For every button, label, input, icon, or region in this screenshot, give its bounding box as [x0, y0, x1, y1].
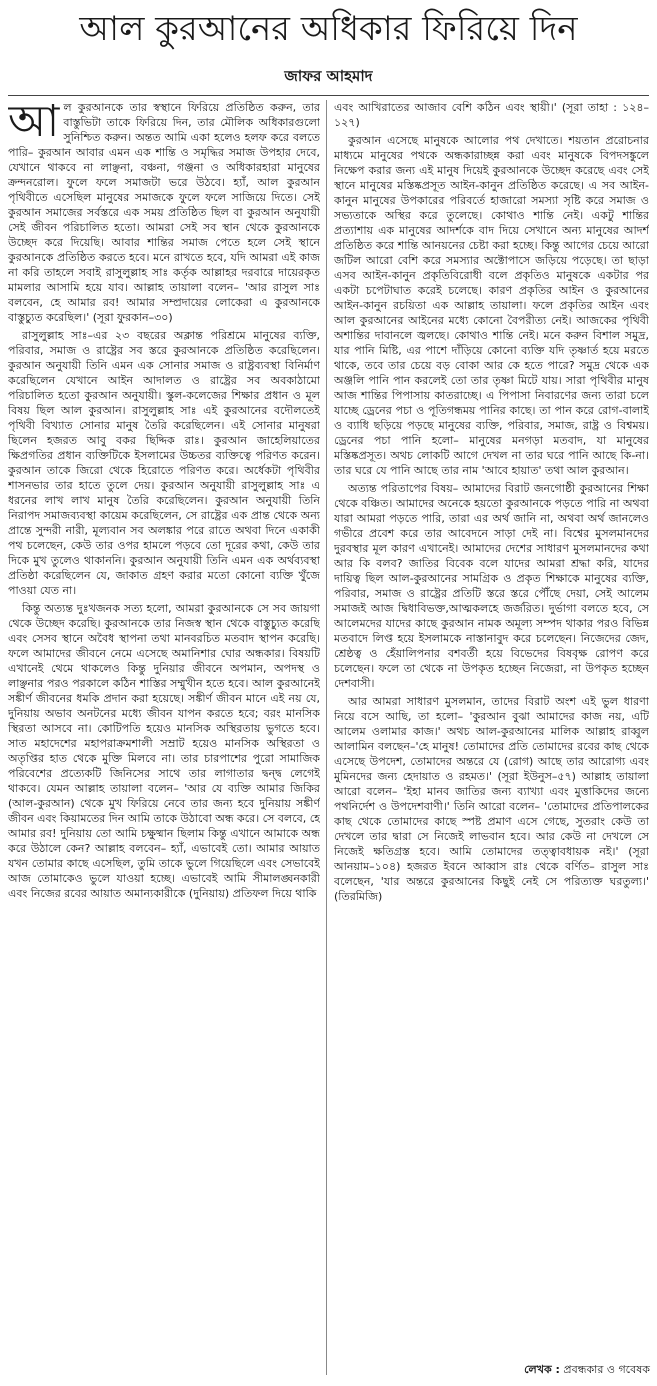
article-paragraph: এবং আখিরাতের আজাব বেশি কঠিন এবং স্থায়ী।' (সূরা তাহা : ১২৪–১২৭) — [334, 101, 649, 129]
paragraph-text: ল কুরআনকে তার স্বস্থানে ফিরিয়ে প্রতিষ্ঠিত করুন, তার বাস্তুভিটা তাকে ফিরিয়ে দিন, তার মৌলিক অধিকারগুলো সুনিশ্চিত করুন। অন্তত আমি একা হলেও হলফ করে বলতে পারি– কুরআন আবার এমন এক শান্তি ও সমৃদ্ধির সমাজ উপহার দেবে, যেখানে থাকবে না লাঞ্ছনা, বঞ্চনা, গঞ্জনা ও অধিকারহারা মানুষের ক্রন্দনরোল। ফুলে ফলে সমাজটা ভরে উঠবে। হ্যাঁ, আল কুরআন পৃথিবীতে এসেছিল মানুষের সমাজকে ফুলে ফলে সাজিয়ে দিতে। সেই কুরআন সমাজের সর্বস্তরে এক সময় প্রতিষ্ঠিত ছিল বা কুরআন অনুযায়ী সেই জীবন পরিচালিত হতো। আমরা সেই সব স্থান থেকে কুরআনকে উচ্ছেদ করে দিয়েছি। আবার শান্তির সমাজ পেতে হলে সেই স্থানে কুরআনকে প্রতিষ্ঠিত করতে হবে। মনে রাখতে হবে, যদি আমরা এই কাজ না করি তাহলে সবাই রাসুলুল্লাহ সাঃ কর্তৃক আল্লাহর দরবারে দায়েরকৃত মামলার আসামি হয়ে যাব। আল্লাহ তায়ালা বলেন– 'আর রাসুল সাঃ বলবেন, হে আমার রব! আমার সম্প্রদায়ের লোকেরা এ কুরআনকে বাস্তুচ্যুত করেছিল।' (সূরা ফুরকান–৩০) — [8, 101, 320, 324]
author-note-label: লেখক : — [524, 1363, 560, 1376]
drop-cap: আ — [8, 100, 60, 147]
article-paragraph: অত্যন্ত পরিতাপের বিষয়– আমাদের বিরাট জনগোষ্ঠী কুরআনের শিক্ষা থেকে বঞ্চিত। আমাদের অনেকে হয়তো কুরআনকে পড়তে পারি না অথবা যারা আমরা পড়তে পারি, তারা এর অর্থ জানি না, অথবা অর্থ জানলেও গভীরে প্রবেশ করে তার আবেদনে সাড়া দেই না। বিশ্বের মুসলমানদের দুরবস্থার মূল কারণ এখানেই। আমাদের দেশের সাধারণ মুসলমানদের কথা আর কি বলব? জাতির বিবেক বলে যাদের আমরা শ্রদ্ধা করি, যাদের দায়িত্ব ছিল আল-কুরআনের সামগ্রিক ও প্রকৃত শিক্ষাকে মানুষের ব্যক্তি, পরিবার, সমাজ ও রাষ্ট্রের প্রতিটি স্তরে স্তরে পৌঁছে দেয়া, সেই আলেম সমাজই আজ দ্বিধাবিভক্ত,আত্মকলহে জর্জরিত। দুর্ভাগা বলতে হবে, সে আলেমদের যাদের কাছে কুরআন নামক অমূল্য সম্পদ থাকার পরও বিভিন্ন মতবাদে লিপ্ত হয়ে ইসলামকে নাস্তানাবুদ করে চলেছেন। নিজেদের জেদ, শ্রেষ্ঠত্ব ও হেঁয়ালিপনার বশবর্তী হয়ে বিভেদের বিষবৃক্ষ রোপণ করে চলেছেন। ফলে তা থেকে না উপকৃত হচ্ছেন নিজেরা, না উপকৃত হচ্ছেন দেশবাসী। — [334, 482, 649, 690]
author-note — [470, 1362, 650, 1378]
column-divider — [326, 100, 327, 1375]
article-paragraph: রাসুলুল্লাহ সাঃ–এর ২৩ বছরের অক্লান্ত পরিশ্রমে মানুষের ব্যক্তি, পরিবার, সমাজ ও রাষ্ট্রের সব স্তরে কুরআনকে প্রতিষ্ঠিত করেছিলেন। কুরআন অনুযায়ী তিনি এমন এক সোনার সমাজ ও রাষ্ট্রব্যবস্থা বিনির্মাণ করেছিলেন যেখানে আইন আদালত ও রাষ্ট্রের সব অবকাঠামো পরিচালিত হতো কুরআন অনুযায়ী। স্কুল-কলেজের শিক্ষার প্রধান ও মূল বিষয় ছিল আল কুরআন। রাসুলুল্লাহ সাঃ এই কুরআনের বদৌলতেই পৃথিবী বিখ্যাত সোনার মানুষ তৈরি করেছিলেন। এই সোনার মানুষরা ছিলেন হজরত আবু বকর ছিদ্দিক রাঃ। কুরআন জাহেলিয়াতের ক্ষিপ্রগতির প্রধান ব্যক্তিটিকে ইসলামের উচ্চতর ব্যক্তিত্বে পরিণত করেন। কুরআন তাকে জিরো থেকে হিরোতে পরিণত করে। অর্ধেকটা পৃথিবীর শাসনভার তার হাতে তুলে দেয়। কুরআন অনুযায়ী রাসুলুল্লাহ সাঃ এ ধরনের লাখ লাখ মানুষ তৈরি করেছিলেন। কুরআন অনুযায়ী তিনি নিরাপদ সমাজব্যবস্থা কায়েম করেছিলেন, সে রাষ্ট্রের এক প্রান্ত থেকে অন্য প্রান্তে সুন্দরী নারী, মূল্যবান সব অলঙ্কার পরে রাতে অথবা দিনে একাকী পথ চলেছেন, কেউ তার ওপর হামলে পড়বে তো দূরের কথা, কেউ তার দিকে মুখ তুলেও থাকাননি। কুরআন অনুযায়ী তিনি এমন এক অর্থব্যবস্থা প্রতিষ্ঠা করেছিলেন যে, জাকাত গ্রহণ করার মতো কোনো ব্যক্তি খুঁজে পাওয়া যেত না। — [8, 329, 320, 597]
article-paragraph: কিন্তু অত্যন্ত দুঃখজনক সত্য হলো, আমরা কুরআনকে সে সব জায়গা থেকে উচ্ছেদ করেছি। কুরআনকে তার নিজস্ব স্থান থেকে বাস্তুচ্যুত করেছি এবং সেসব স্থানে অবৈধ স্থাপনা তথা মানবরচিত মতবাদ স্থাপন করেছি। ফলে আমাদের জীবনে নেমে এসেছে অমানিশার ঘোর অন্ধকার। বিষয়টি এখানেই থেমে থাকলেও কিন্তু দুনিয়ার জীবনে অপমান, অপদস্থ ও লাঞ্ছনার পরও পরকালে কঠিন শাস্তির সম্মুখীন হতে হবে। আল কুরআনেই সঙ্কীর্ণ জীবনের ধমকি প্রদান করা হয়েছে। সঙ্কীর্ণ জীবন মানে এই নয় যে, দুনিয়ায় অভাব অনটনের মধ্যে জীবন যাপন করতে হবে; বরং মানসিক স্থিরতা আসবে না। কোটিপতি হয়েও মানসিক অস্থিরতায় ভুগতে হবে। সাত মহাদেশের মহাপরাক্রমশালী সম্রাট হয়েও মানসিক অস্থিরতা ও অতৃপ্তির হাত থেকে মুক্তি মিলবে না। তার চারপাশের পুরো সামাজিক পরিবেশের প্রত্যেকটি জিনিসের সাথে তার লাগাতার দ্বন্দ্ব লেগেই থাকবে। যেমন আল্লাহ তায়ালা বলেন– 'আর যে ব্যক্তি আমার জিকির (আল-কুরআন) থেকে মুখ ফিরিয়ে নেবে তার জন্য হবে দুনিয়ায় সঙ্কীর্ণ জীবন এবং কিয়ামতের দিন আমি তাকে উঠাবো অন্ধ করে। সে বলবে, হে আমার রব! দুনিয়ায় তো আমি চক্ষুষ্মান ছিলাম কিন্তু এখানে আমাকে অন্ধ করে উঠালে কেন? আল্লাহ বলবেন– হ্যাঁ, এভাবেই তো। আমার আয়াত যখন তোমার কাছে এসেছিল, তুমি তাকে ভুলে গিয়েছিলে এবং সেভাবেই আজ তোমাকেও ভুলে যাওয়া হচ্ছে। এভাবেই আমি সীমালঙ্ঘনকারী এবং নিজের রবের আয়াত অমান্যকারীকে (দুনিয়ায়) প্রতিফল দিয়ে থাকি — [8, 602, 320, 900]
header-rule — [8, 95, 649, 96]
article-column-right — [334, 100, 649, 1362]
author-note-text: প্রবন্ধকার ও গবেষক — [563, 1363, 650, 1376]
author-byline: জাফর আহমাদ — [284, 67, 373, 85]
article-paragraph: কুরআন এসেছে মানুষকে আলোর পথ দেখাতে। শয়তান প্ররোচনার মাধ্যমে মানুষের পথকে অন্ধকারাচ্ছন্ন করা এবং মানুষকে বিপদসঙ্কুলে নিক্ষেপ করার জন্য এই মানুষ দিয়েই কুরআনকে উচ্ছেদ করেছে এবং সেই স্থানে মানুষের মস্তিষ্কপ্রসূত আইন-কানুন প্রতিষ্ঠিত করেছে। এ সব আইন-কানুন মানুষের উপকারের পরিবর্তে হাজারো সমস্যা সৃষ্টি করে সমাজ ও সভ্যতাকে অস্থির করে তুলেছে। কোথাও শান্তি নেই। একটু শান্তির প্রত্যাশায় এক মানুষের আদর্শকে বাদ দিয়ে সেখানে অন্য মানুষের আদর্শ প্রতিষ্ঠিত করে শান্তি আনয়নের চেষ্টা করা হচ্ছে। কিন্তু আগের চেয়ে আরো জটিল আরো বেশি করে সমস্যার অক্টোপাসে জড়িয়ে পড়েছে। তা ছাড়া এসব আইন-কানুন প্রকৃতিবিরোধী বলে প্রকৃতিও মানুষকে একটার পর একটা চপেটাঘাত করেই চলেছে। কারণ প্রকৃতির আইন ও কুরআনের আইন-কানুন রচয়িতা এক আল্লাহ তায়ালা। ফলে প্রকৃতির আইন এবং আল কুরআনের আইনের মধ্যে কোনো বৈপরীত্য নেই। আজকের পৃথিবী অশান্তির দাবানলে জ্বলছে। কোথাও শান্তি নেই। মনে করুন বিশাল সমুদ্র, যার পানি মিষ্টি, এর পাশে দাঁড়িয়ে কোনো ব্যক্তি যদি তৃষ্ণার্ত হয়ে মরতে থাকে, তবে তার চেয়ে বড় বোকা আর কে হতে পারে? সমুদ্র থেকে এক অঞ্জলি পানি পান করলেই তো তার তৃষ্ণা মিটে যায়। সারা পৃথিবীর মানুষ আজ শান্তির পিপাসায় কাতরাচ্ছে। এ পিপাসা নিবারণের জন্য তারা চলে যাচ্ছে ড্রেনের পচা ও পূতিগন্ধময় পানির কাছে। তা পান করে রোগ-বালাই ও ব্যাধি ছড়িয়ে পড়ছে মানুষের ব্যক্তি, পরিবার, সমাজ, রাষ্ট্র ও বিশ্বময়। ড্রেনের পচা পানি হলো– মানুষের মনগড়া মতবাদ, যা মানুষের মস্তিষ্কপ্রসূত। অথচ লোকটি আগে দেখল না তার ঘরে পানি আছে কি-না। তার ঘরে যে পানি আছে তার নাম 'আবে হায়াত' তথা আল কুরআন। — [334, 134, 649, 477]
article-paragraph: আর আমরা সাধারণ মুসলমান, তাদের বিরাট অংশ এই ভুল ধারণা নিয়ে বসে আছি, তা হলো– 'কুরআন বুঝা আমাদের কাজ নয়, এটি আলেম ওলামার কাজ।' অথচ আল-কুরআনের মালিক আল্লাহ রাব্বুল আলামিন বলছেন–'হে মানুষ! তোমাদের প্রতি তোমাদের রবের কাছ থেকে এসেছে উপদেশ, তোমাদের অন্তরে যে (রোগ) আছে তার আরোগ্য এবং মুমিনদের জন্য হেদায়াত ও রহমত।' (সূরা ইউনুস–৫৭) আল্লাহ তায়ালা আরো বলেন– 'ইহা মানব জাতির জন্য ব্যাখ্যা এবং মুত্তাকিদের জন্যে পথনির্দেশ ও উপদেশবাণী।' তিনি আরো বলেন– 'তোমাদের প্রতিপালকের কাছ থেকে তোমাদের কাছে স্পষ্ট প্রমাণ এসে গেছে, সুতরাং কেউ তা দেখলে তার দ্বারা সে নিজেই লাভবান হবে। আর কেউ না দেখলে সে নিজেই ক্ষতিগ্রস্ত হবে। আমি তোমাদের তত্ত্বাবধায়ক নই।' (সূরা আনয়াম–১০৪) হজরত ইবনে আব্বাস রাঃ থেকে বর্ণিত– রাসুল সাঃ বলেছেন, 'যার অন্তরে কুরআনের কিছুই নেই সে পরিত্যক্ত ঘরতুল্য।' (তিরমিজি) — [334, 695, 649, 903]
article-paragraph — [8, 100, 320, 325]
article-column-left — [8, 100, 320, 1362]
headline: আল কুরআনের অধিকার ফিরিয়ে দিন — [79, 9, 578, 49]
